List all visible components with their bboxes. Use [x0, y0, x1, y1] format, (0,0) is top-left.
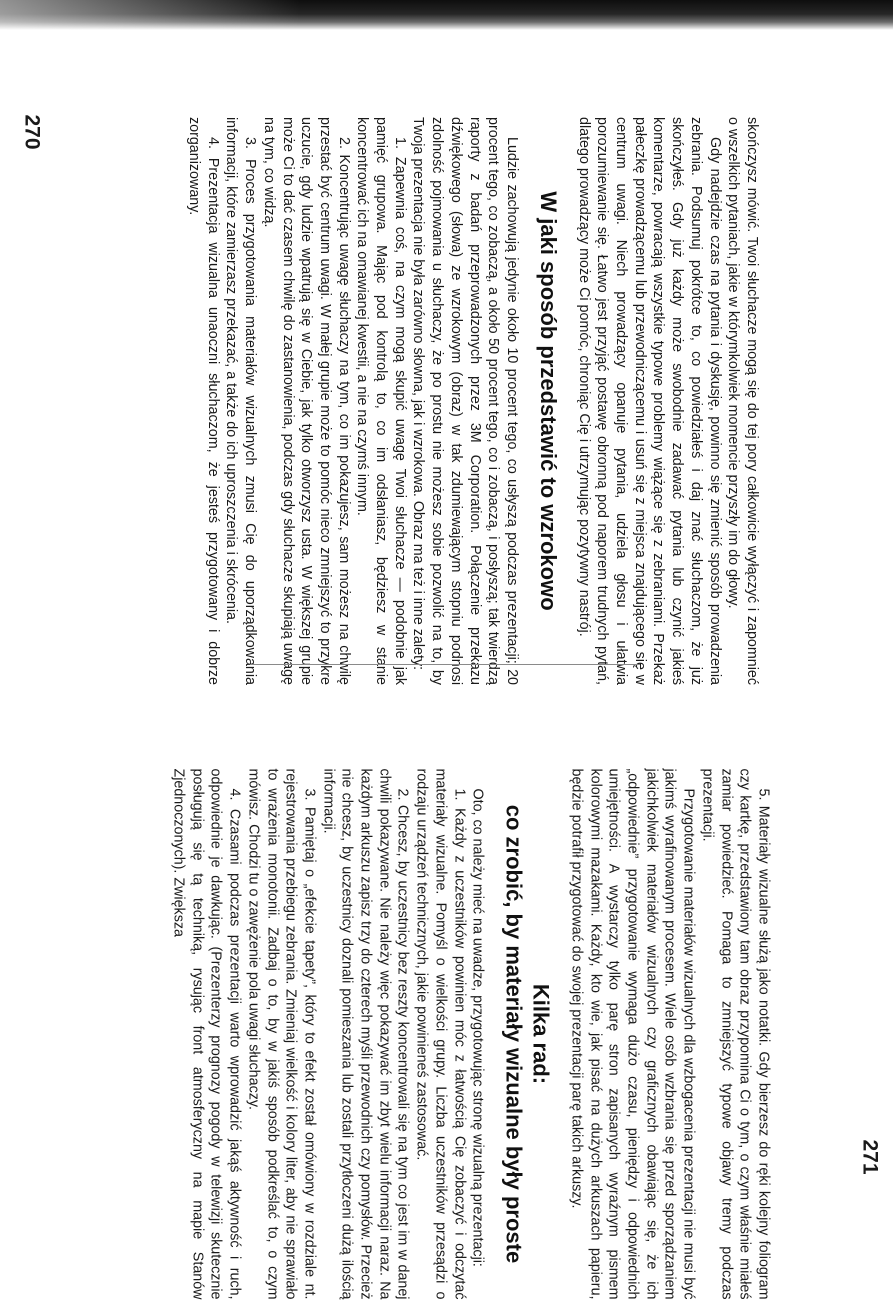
paragraph: Przygotowanie materiałów wizualnych dla wzbogacenia prezentacji nie musi być jakimś wyrafinowanym procesem. Wiele osób wzbrania się przed sporządzaniem jakichkolwiek materiałów wizualnych czy graficznych obawiając się, że ich „odpowiednie” przygotowanie wymaga dużo czasu, pieniędzy i odpowiednich umiejętności. A wystarczy tylko parę stron zapisanych wyraźnym pismem kolorowymi mazakami. Każdy, kto wie, jak pisać na dużych arkuszach papieru, będzie potrafił przygotować do swojej prezentacji parę takich arkuszy. [568, 768, 697, 1300]
paragraph: 4. Czasami podczas prezentacji warto wprowadzić jakąś aktywność i ruch, odpowiednie je dawkując. (Prezenterzy prognozy pogody w telewizji skutecznie posługują się tą techniką, rysując front atmosferyczny na mapie Stanów Zjednoczonych). Zwiększa [170, 768, 243, 1300]
scan-edge-shadow [0, 0, 893, 30]
paragraph: Ludzie zachowują jedynie około 10 procent tego, co usłyszą podczas prezentacji; 20 procent tego, co zobaczą, a około 50 procent tego, co i zobaczą, i posłyszą; tak twierdzą raporty z badań przeprowadzonych przez 3M Corporation. Połączenie przekazu dźwiękowego (słowa) ze wzrokowym (obraz) w tak zdumiewającym stopniu podnosi zdolność pojmowania u słuchaczy, że po prostu nie możesz sobie pozwolić na to, by Twoja prezentacja nie była zarówno słowna, jak i wzrokowa. Obraz ma też i inne zalety: [410, 117, 520, 685]
paragraph: 2. Koncentrując uwagę słuchaczy na tym, co im pokazujesz, sam możesz na chwilę przestać być centrum uwagi. W małej grupie może to pomóc nieco zmniejszyć to przykre uczucie, gdy ludzie wpatrują się w Ciebie, jak tylko otworzysz usta. W większej grupie może Ci to dać czasem chwilę do zastanowienia, podczas gdy słuchacze skupiają uwagę na tym, co widzą. [260, 117, 352, 685]
section-heading [501, 769, 555, 1300]
paragraph: 1. Zapewnia coś, na czym mogą skupić uwagę Twoi słuchacze — podobnie jak pamięć grupowa. Mając pod kontrolą to, co im odsłaniasz, będziesz w stanie koncentrować ich na omawianej kwestii, a nie na czymś innym. [354, 117, 408, 685]
page-number-271: 271 [858, 1139, 882, 1175]
section-heading: W jaki sposób przedstawić to wzrokowo [535, 191, 561, 611]
page-divider [250, 664, 640, 665]
paragraph: 5. Materiały wizualne służą jako notatki. Gdy bierzesz do ręki kolejny foliogram czy kartkę, przedstawiony tam obraz przypomina Ci o tym, o czym właśnie miałeś zamiar powiedzieć. Pomaga to zmniejszyć typowe objawy tremy podczas prezentacji. [699, 768, 772, 1300]
paragraph: 4. Prezentacja wizualna unaoczni słuchaczom, że jesteś przygotowany i dobrze zorganizowany. [186, 117, 221, 685]
paragraph: 2. Chcesz, by uczestnicy bez reszty koncentrowali się na tym co jest im w danej chwili pokazywane. Nie należy więc pokazywać im zbyt wielu informacji naraz. Na każdym arkuszu zapisz trzy do czterech myśli przewodnich czy pomysłów. Przecież nie chcesz, by uczestnicy doznali pomieszania lub zostali przytłoczeni dużą ilością informacji. [320, 768, 411, 1300]
heading-line: Kilka rad: [528, 983, 554, 1085]
page-number-270: 270 [20, 114, 44, 150]
paragraph: Oto, co należy mieć na uwadze, przygotowując stronę wizualną prezentacji: [469, 788, 486, 1267]
page-271-content [99, 769, 773, 1300]
paragraph: Gdy nadejdzie czas na pytania i dyskusję, powinno się zmienić sposób prowadzenia zebrania. Podsumuj pokrótce to, co powiedziałeś i daj znać słuchaczom, że już skończyłeś. Gdy już każdy może swobodnie zadawać pytania lub czynić jakieś komentarze, powracają wszystkie typowe problemy wiążące się z zebraniami. Przekaż pałeczkę prowadzącemu lub przewodniczącemu i usuń się z miejsca znajdującego się w centrum uwagi. Niech prowadzący opanuje pytania, udziela głosu i ułatwia porozumiewanie się. Łatwo jest przyjąć postawę obronną pod naporem trudnych pytań, dlatego prowadzący może Ci pomóc, chroniąc Cię i utrzymując pozytywny nastrój. [575, 117, 723, 685]
paragraph: skończysz mówić. Twoi słuchacze mogą się do tej pory całkowicie wyłączyć i zapomnieć o wszelkich pytaniach, jakie w którymkolwiek momencie przyszły im do głowy. [725, 117, 760, 685]
paragraph: 3. Pamiętaj o „efekcie tapety”, który to efekt został omówiony w rozdziale nt. rejestrowania przebiegu zebrania. Zmieniaj wielkość i kolory liter, aby nie sprawiało to wrażenia monotonii. Zadbaj o to, by w jakiś sposób podkreślać to, o czym mówisz. Chodzi tu o zawężenie pola uwagi słuchaczy. [245, 768, 318, 1300]
page-270-content [123, 117, 761, 685]
paragraph: 3. Proces przygotowania materiałów wizualnych zmusi Cię do uporządkowania informacji, które zamierzasz przekazać, a także do ich uproszczenia i skrócenia. [223, 117, 259, 685]
heading-line: co zrobić, by materiały wizualne były proste [501, 804, 527, 1264]
paragraph: 1. Każdy z uczestników powinien móc z łatwością Cię zobaczyć i odczytać materiały wizualne. Pomyśl o wielkości grupy. Liczba uczestników przesądzi o rodzaju urządzeń technicznych, jakie powinieneś zastosować. [413, 768, 468, 1300]
